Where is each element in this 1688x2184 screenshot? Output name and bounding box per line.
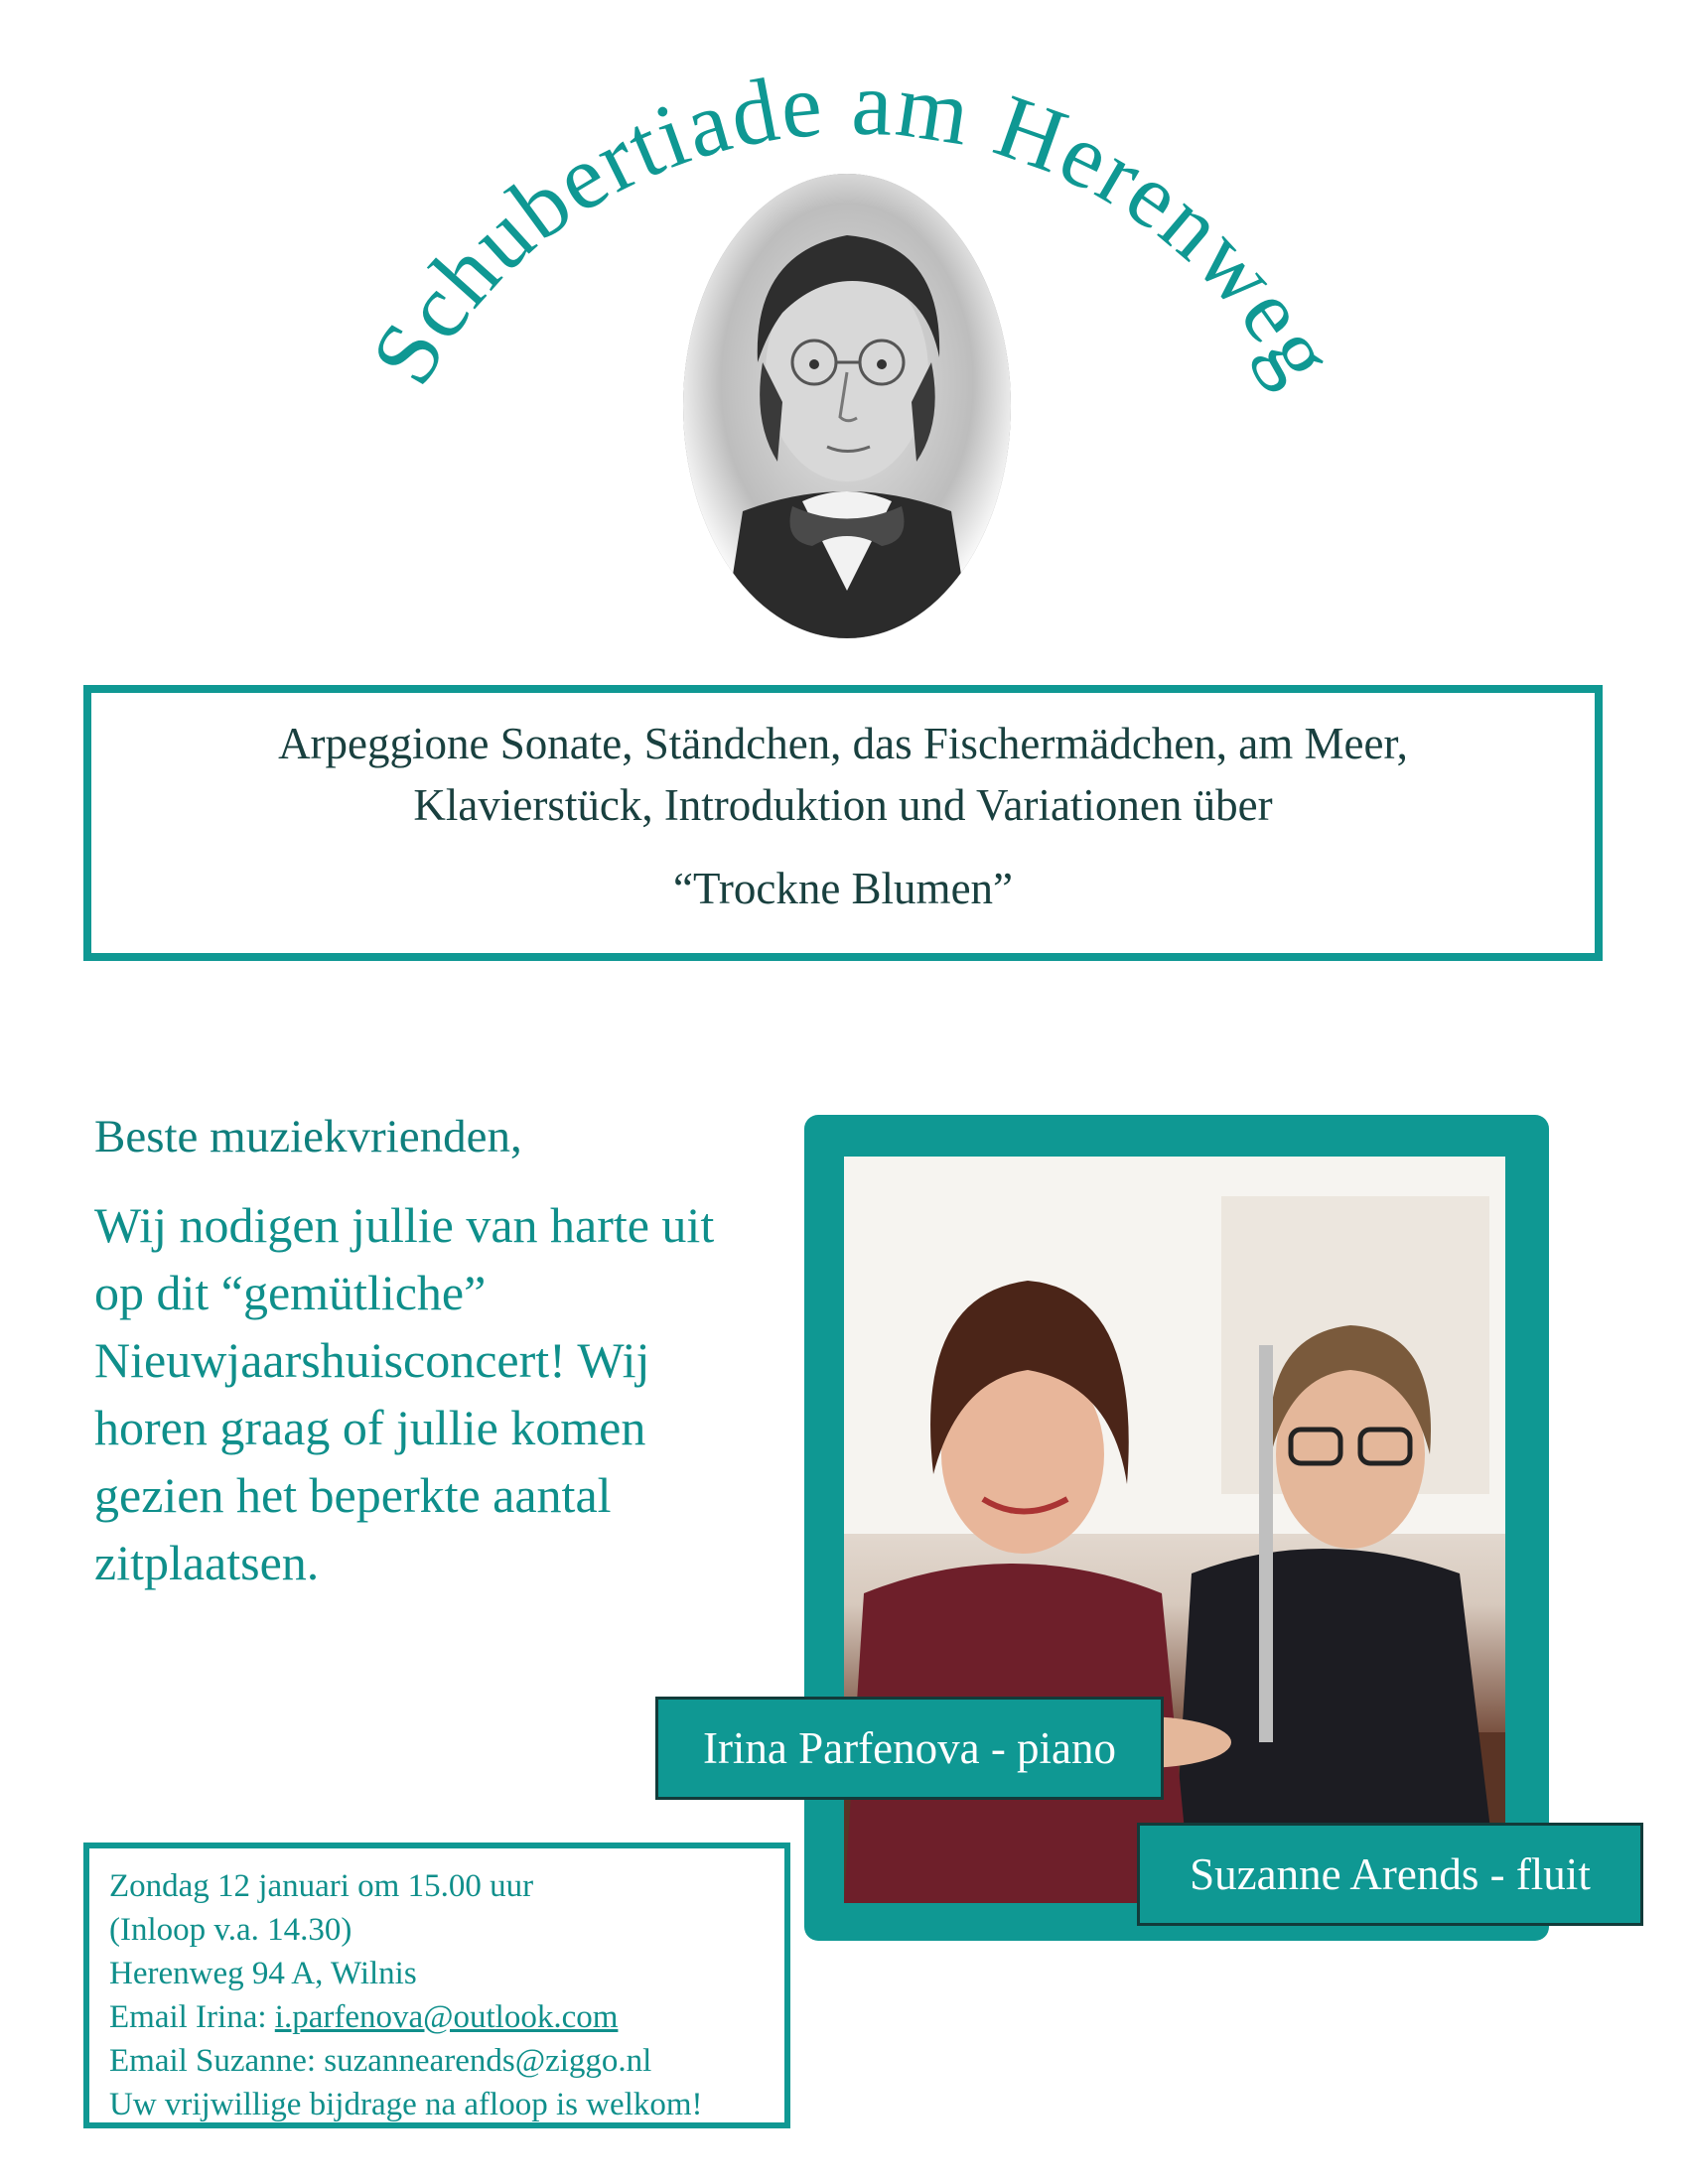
page-title-text: Schubertiade am Herenweg [351, 52, 1357, 401]
email-irina-label: Email Irina: [109, 1999, 275, 2035]
schubert-portrait [683, 174, 1011, 638]
event-info-box [83, 1843, 790, 2128]
caption-suzanne: Suzanne Arends - fluit [1137, 1823, 1643, 1926]
event-date: Zondag 12 januari om 15.00 uur [109, 1868, 534, 1904]
event-address: Herenweg 94 A, Wilnis [109, 1956, 417, 1991]
email-irina-row [109, 1995, 784, 2039]
program-line-1: Arpeggione Sonate, Ständchen, das Fischermädchen, am Meer, [278, 719, 1408, 768]
contribution-note: Uw vrijwillige bijdrage na afloop is welkom! [109, 2087, 703, 2122]
email-suzanne-label: Email Suzanne: [109, 2043, 325, 2079]
caption-irina: Irina Parfenova - piano [655, 1697, 1164, 1800]
email-suzanne-text: suzannearends@ziggo.nl [324, 2043, 652, 2079]
greeting-heading: Beste muziekvrienden, [94, 1111, 522, 1162]
photo-frame [804, 1115, 1549, 1941]
program-line-2: Klavierstück, Introduktion und Variationen über [413, 780, 1273, 830]
event-walkin: (Inloop v.a. 14.30) [109, 1912, 352, 1948]
program-box [83, 685, 1603, 961]
invitation-text: Wij nodigen jullie van harte uit op dit “gemütliche” Nieuwjaarshuisconcert! Wij horen graag of jullie komen gezien het beperkte aantal zitplaatsen. [94, 1197, 715, 1590]
program-list [91, 693, 1595, 836]
email-suzanne-row [109, 2039, 784, 2083]
portrait-drawing [683, 174, 1011, 638]
program-line-3: “Trockne Blumen” [672, 864, 1014, 913]
email-irina-link[interactable]: i.parfenova@outlook.com [274, 1999, 619, 2035]
